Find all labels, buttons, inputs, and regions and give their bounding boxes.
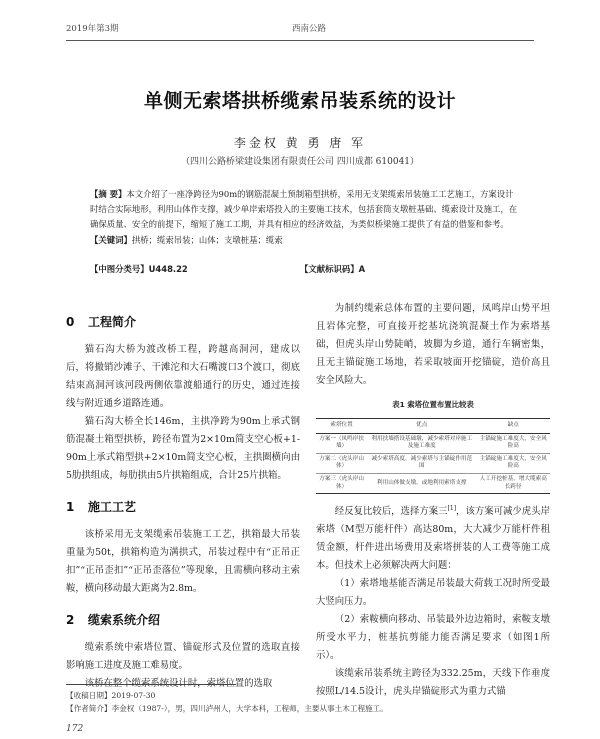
authors: 李金权 黄 勇 唐 军 [233, 136, 367, 150]
paragraph: 猫石沟大桥为渡改桥工程，跨越高洞河，建成以后，将撤销沙滩子、干滩沱和大石嘴渡口3个渡口，彻底结束高洞河该河段两侧依靠渡船通行的历史，通过连接线与附近通乡道路连通。 [66, 344, 300, 409]
table-caption: 表1 索塔位置布置比较表 [392, 400, 474, 409]
paragraph: 缆索系统中索塔位置、锚碇形式及位置的选取直接影响施工进度及施工难易度。 [66, 642, 300, 671]
table-row [316, 453, 550, 473]
abstract-block [90, 187, 520, 248]
table-cell: 主锚碇施工难度大，安全风险高 [476, 453, 550, 473]
clc-value: U448.22 [148, 264, 188, 274]
running-header [66, 22, 534, 38]
table-cell: 利用山体做支墩，或地利用索塔支撑 [367, 473, 476, 493]
table-cell: 减少索塔高度，减少索塔与主锚碇作用范围 [367, 453, 476, 473]
abstract-text: 本文介绍了一座净跨径为90m的钢筋混凝土预制箱型拱桥，采用无支架缆索吊装施工工艺施工，方案设计时结合实际地形，利用山体作支撑，减少单岸索塔投入的主要施工技术，包括套筒支墩桩基础、缆索设计及施工，在确保质量、安全的前提下，缩短了施工工期，并具有相应的经济效益，为类似桥梁施工提供了有益的借鉴和参考。 [90, 189, 518, 230]
affiliation: （四川公路桥梁建设集团有限责任公司 四川成都 610041） [180, 157, 420, 167]
table-cell: 方案二（虎头岸山体） [316, 453, 367, 473]
section-heading-1: 1 施工工艺 [66, 500, 137, 514]
table-cell: 利用扶墙搭设基础墩，减少索塔对岸施工及施工难度 [367, 433, 476, 453]
keywords [90, 233, 520, 248]
table-header: 索塔位置 [316, 419, 367, 434]
paragraph: （2）索鞍横向移动、吊装最外边边箱时，索鞍支墩所受水平力，桩基抗剪能力能否满足要求（如图1所示）。 [316, 614, 550, 662]
table-row [316, 433, 550, 453]
issue-label: 2019年第3期 [66, 24, 119, 34]
paragraph: 为制约缆索总体布置的主要问题，凤鸣岸山势平坦且岩体完整，可直接开挖基坑浇筑混凝土作为索塔基础，但虎头岸山势陡峭，坡脚为乡道，通行车辆密集，且无主锚碇施工场地，若采取坡面开挖锚碇，造价高且安全风险大。 [316, 303, 550, 386]
table-row [316, 473, 550, 493]
citation-ref[interactable]: [1] [447, 505, 457, 513]
paragraph: 该桥采用无支架缆索吊装施工工艺，拱箱最大吊装重量为50t，拱箱构造为满拱式，吊装过程中有“正吊正扣”“正吊歪扣”“正吊歪落位”等现象，且需横向移动主索鞍，横向移动最大距离为2.8m。 [66, 529, 300, 594]
doc-code-value: A [358, 264, 366, 274]
section-heading-0: 0 工程简介 [66, 315, 137, 329]
paper-title: 单侧无索塔拱桥缆索吊装系统的设计 [143, 90, 456, 112]
keywords-label: 【关键词】 [90, 234, 132, 245]
journal-name: 西南公路 [292, 24, 327, 34]
paragraph: 该桥在整个缆索系统设计时，索塔位置的选取 [84, 678, 273, 689]
table-header: 缺点 [476, 419, 550, 434]
table-cell: 主锚碇施工难度大，安全风险高 [476, 433, 550, 453]
doc-code-label: 【文献标识码】 [300, 264, 359, 274]
clc-label: 【中图分类号】 [90, 264, 149, 274]
table-header: 优点 [367, 419, 476, 434]
right-column [316, 300, 550, 701]
classification-line [90, 263, 520, 275]
footnote-author: 【作者简介】李金权（1987-），男，四川泸州人，大学本科，工程师，主要从事土木工程施工。 [66, 704, 388, 713]
abstract-label: 【摘 要】 [90, 189, 127, 199]
paragraph: 猫石沟大桥全长146m，主拱净跨为90m上承式钢筋混凝土箱型拱桥，跨径布置为2×10m简支空心板+1-90m上承式箱型拱+2×10m简支空心板，主拱圈横向由5肋拱组成，每肋拱由5片拱箱组成，合计25片拱箱。 [66, 416, 300, 481]
header-divider [66, 40, 534, 41]
paragraph: 经反复比较后，选择方案三[1]，该方案可减少虎头岸索塔（M型万能杆件）高达80m，大大减少万能杆件租赁金额，杆件进出场费用及索塔拼装的人工费等施工成本。但技术上必须解决两大问题： [316, 505, 550, 572]
footnote-received: 【收稿日期】2019-07-30 [66, 691, 156, 700]
abstract [90, 187, 520, 233]
table-header-row [316, 419, 550, 434]
table-cell: 方案一（凤鸣岸扶墙） [316, 433, 367, 453]
paragraph: 该缆索吊装系统主跨径为332.25m，天线下作垂度按照L/14.5设计，虎头岸锚碇形式为重力式锚 [316, 668, 550, 698]
table-cell: 方案三（虎头岸山体） [316, 473, 367, 493]
section-heading-2: 2 缆索系统介绍 [66, 613, 161, 627]
left-column [66, 300, 300, 693]
table-cell: 人工开挖桩基，增大缆索高长跨径 [476, 473, 550, 493]
footnote-divider [66, 684, 236, 685]
paragraph: （1）索塔地基能否满足吊装最大荷载工况时所受最大竖向压力。 [316, 578, 550, 608]
keywords-text: 拱桥；缆索吊装；山体；支墩桩基；缆索 [131, 234, 283, 245]
page-number: 172 [66, 724, 84, 734]
comparison-table [316, 418, 550, 494]
